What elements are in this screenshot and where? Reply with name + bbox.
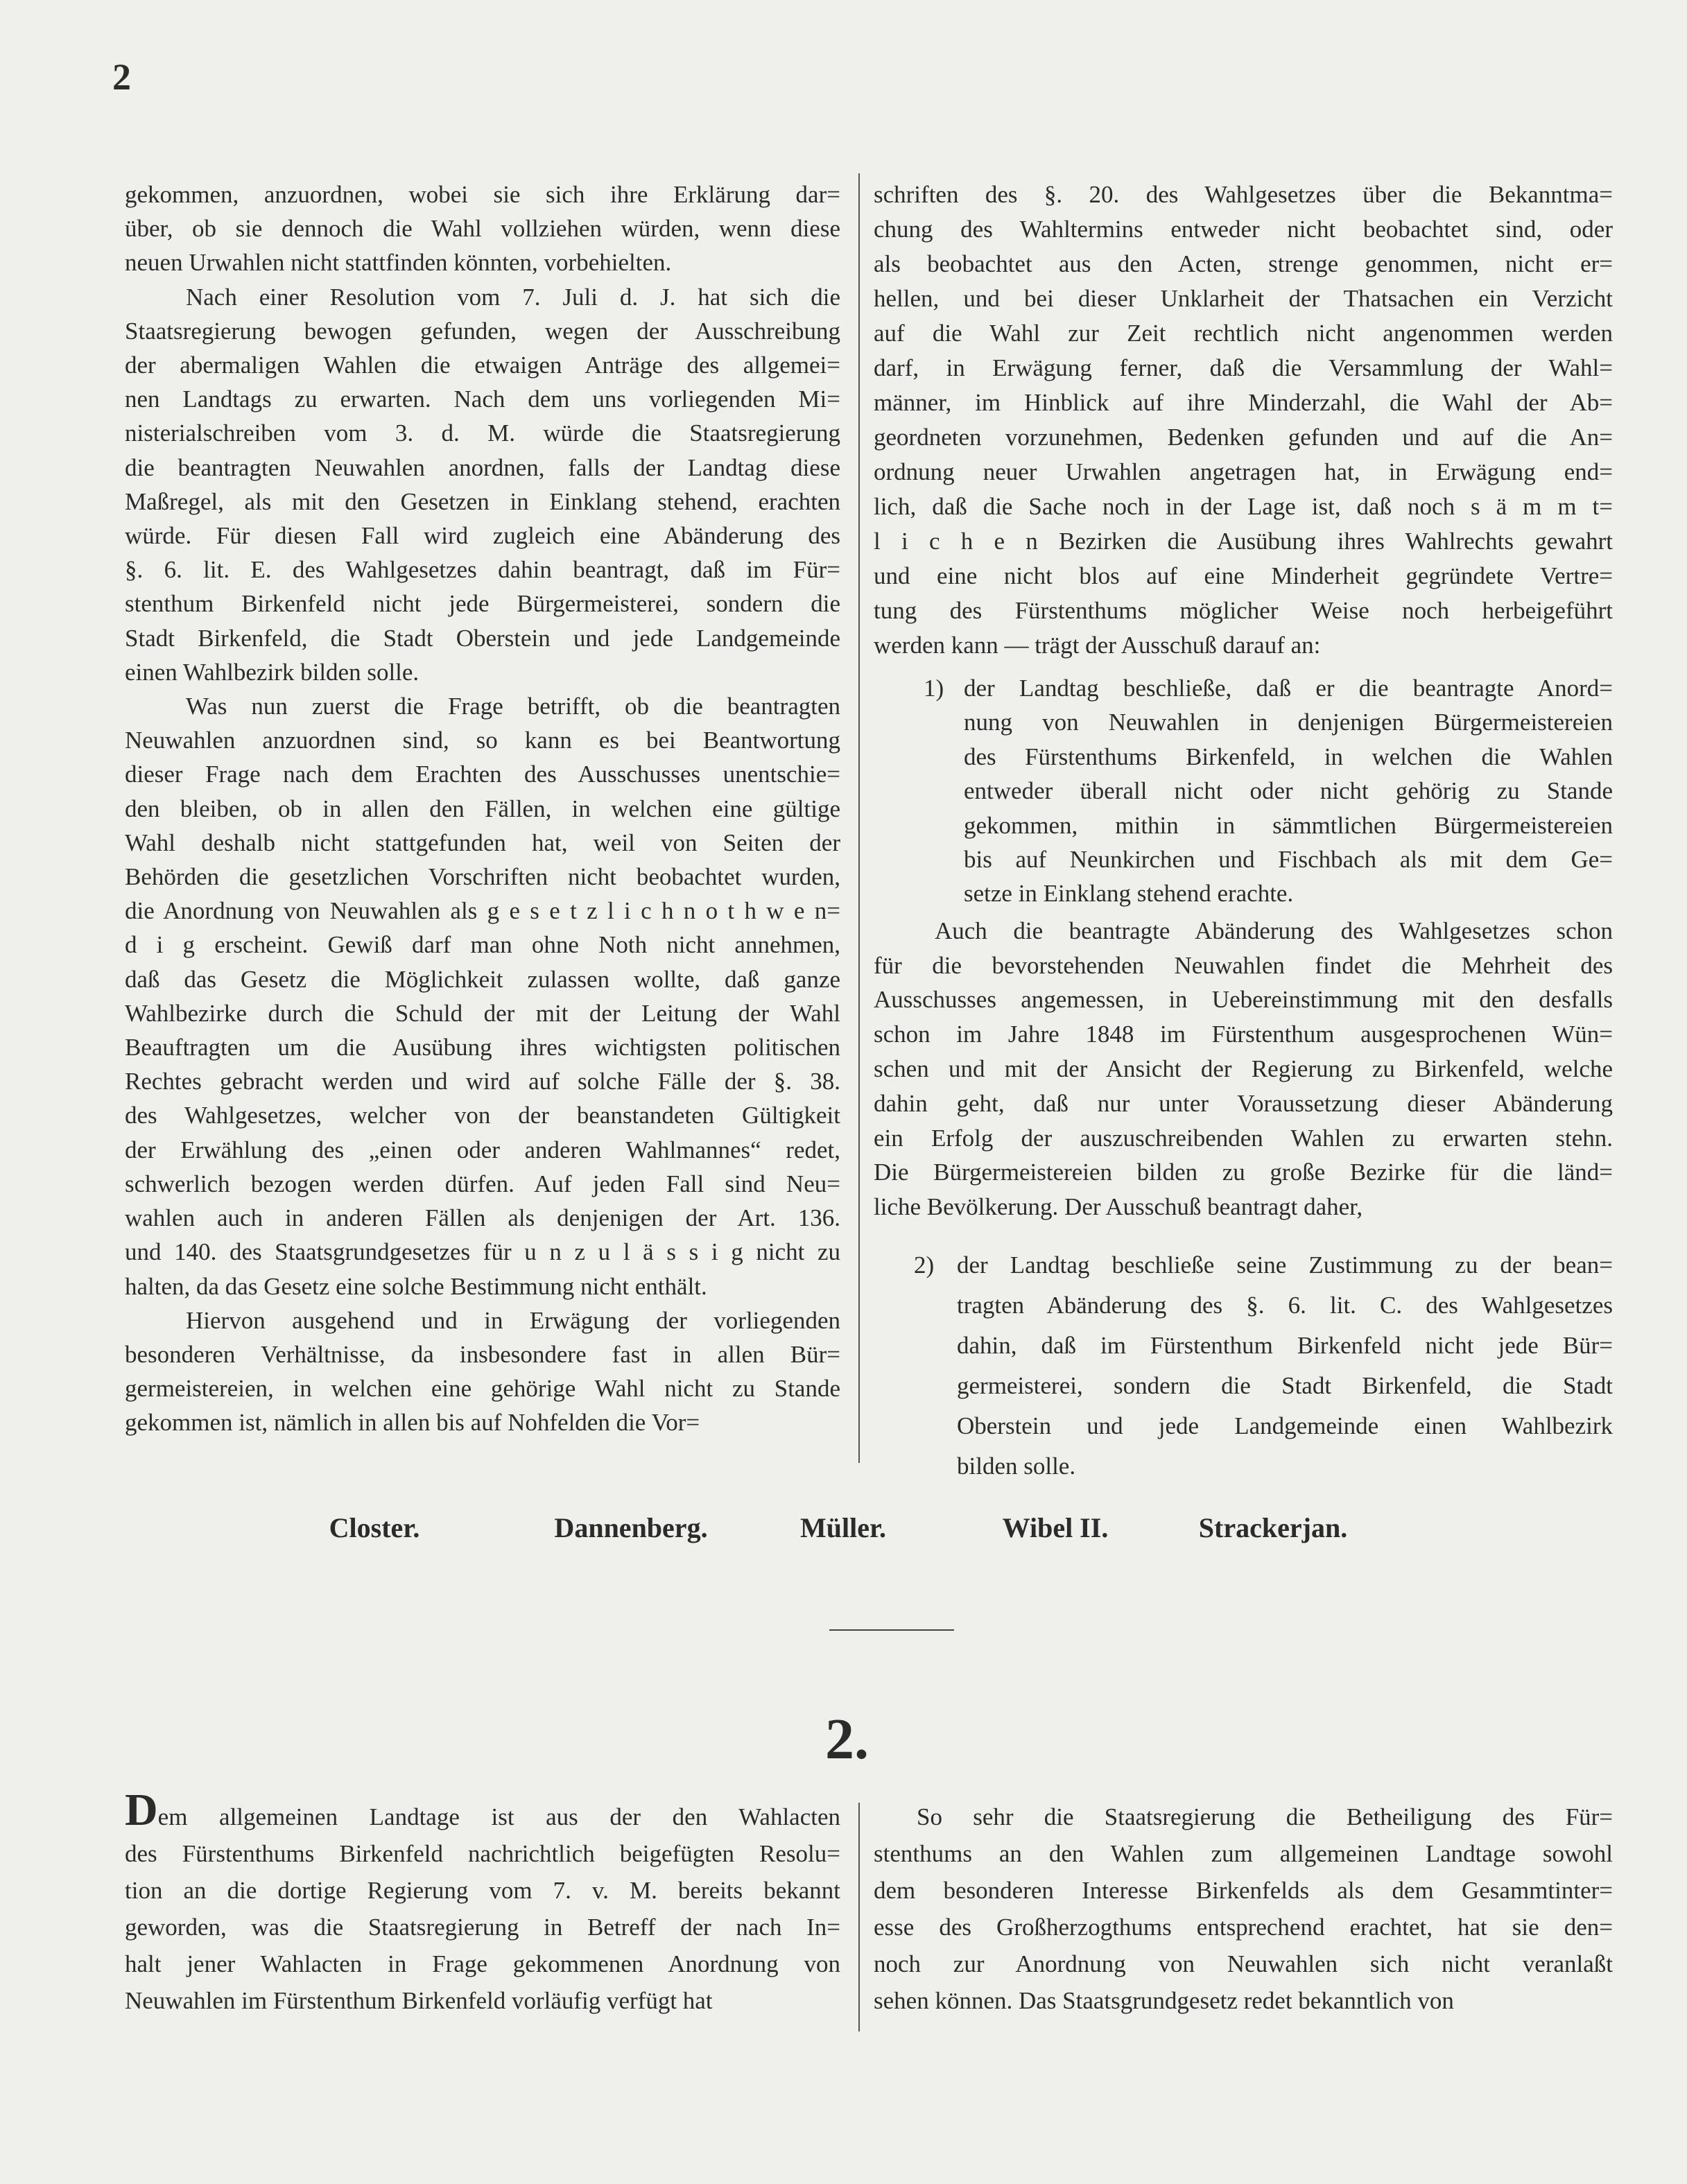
text-line: Nach einer Resolution vom 7. Juli d. J. hat sich die bbox=[186, 283, 840, 311]
numbered-item bbox=[874, 1245, 1613, 1487]
text-line: schon im Jahre 1848 im Fürstenthum ausgesprochenen Wün= bbox=[874, 1021, 1613, 1048]
text-line: nisterialschreiben vom 3. d. M. würde die Staatsregierung bbox=[125, 419, 840, 447]
text-line: des Fürstenthums Birkenfeld, in welchen die Wahlen bbox=[964, 743, 1613, 770]
text-line: liche Bevölkerung. Der Ausschuß beantragt daher, bbox=[874, 1193, 1363, 1221]
text-line: ein Erfolg der auszuschreibenden Wahlen zu erwarten stehn. bbox=[874, 1124, 1613, 1152]
text-line: hellen, und bei dieser Unklarheit der Thatsachen ein Verzicht bbox=[874, 285, 1613, 312]
text-line: Rechtes gebracht werden und wird auf solche Fälle der §. 38. bbox=[125, 1068, 840, 1095]
text-line: chung des Wahltermins entweder nicht beobachtet sind, oder bbox=[874, 216, 1613, 243]
signature: Wibel II. bbox=[1002, 1512, 1109, 1543]
text-line: lich, daß die Sache noch in der Lage ist, daß noch s ä m m t= bbox=[874, 493, 1613, 520]
text-line: der Landtag beschließe, daß er die beantragte Anord= bbox=[964, 675, 1613, 702]
text-line: sehen können. Das Staatsgrundgesetz redet bekanntlich von bbox=[874, 1987, 1454, 2014]
paragraph bbox=[874, 914, 1613, 1224]
signature: Dannenberg. bbox=[554, 1512, 708, 1543]
column-divider bbox=[858, 173, 860, 1463]
text-line: dahin geht, daß nur unter Voraussetzung dieser Abänderung bbox=[874, 1089, 1613, 1117]
text-line: So sehr die Staatsregierung die Betheiligung des Für= bbox=[917, 1803, 1613, 1830]
paragraph bbox=[874, 1799, 1613, 2019]
text-line: Wahl deshalb nicht stattgefunden hat, weil von Seiten der bbox=[125, 829, 840, 856]
text-line: esse des Großherzogthums entsprechend erachtet, hat sie den= bbox=[874, 1914, 1613, 1941]
text-line: germeisterei, sondern die Stadt Birkenfeld, die Stadt bbox=[957, 1372, 1613, 1400]
text-line: stenthum Birkenfeld nicht jede Bürgermeisterei, sondern die bbox=[125, 590, 840, 618]
column-divider bbox=[858, 1803, 860, 2031]
text-line: der Landtag beschließe seine Zustimmung zu der bean= bbox=[957, 1251, 1613, 1279]
text-line: tragten Abänderung des §. 6. lit. C. des Wahlgesetzes bbox=[957, 1292, 1613, 1319]
text-line: gekommen ist, nämlich in allen bis auf Nohfelden die Vor= bbox=[125, 1409, 700, 1437]
text-line: daß das Gesetz die Möglichkeit zulassen wollte, daß ganze bbox=[125, 965, 840, 993]
paragraph bbox=[125, 1303, 840, 1440]
item-number: 2) bbox=[914, 1251, 935, 1279]
text-line: für die bevorstehenden Neuwahlen findet die Mehrheit des bbox=[874, 951, 1613, 979]
signature: Müller. bbox=[799, 1512, 887, 1543]
text-line: Maßregel, als mit den Gesetzen in Einklang stehend, erachten bbox=[125, 487, 840, 515]
text-line: den bleiben, ob in allen den Fällen, in welchen eine gültige bbox=[125, 795, 840, 822]
text-line: die beantragten Neuwahlen anordnen, falls der Landtag diese bbox=[125, 453, 840, 481]
text-line: und 140. des Staatsgrundgesetzes für u n z u l ä s s i g nicht zu bbox=[125, 1238, 840, 1266]
text-line: schriften des §. 20. des Wahlgesetzes über die Bekanntma= bbox=[874, 181, 1613, 208]
bottom-right-column bbox=[874, 1799, 1613, 2019]
text-line: werden kann — trägt der Ausschuß darauf an: bbox=[874, 632, 1321, 659]
text-line: §. 6. lit. E. des Wahlgesetzes dahin beantragt, daß im Für= bbox=[125, 556, 840, 584]
text-line: der Erwählung des „einen oder anderen Wahlmannes“ redet, bbox=[125, 1136, 840, 1163]
bottom-left-column bbox=[125, 1785, 840, 2019]
text-line: geworden, was die Staatsregierung in Betreff der nach In= bbox=[125, 1914, 840, 1941]
numbered-item bbox=[874, 671, 1613, 911]
section-separator bbox=[829, 1629, 954, 1631]
text-line: Was nun zuerst die Frage betrifft, ob die beantragten bbox=[186, 693, 840, 720]
text-line: wahlen auch in anderen Fällen als denjenigen der Art. 136. bbox=[125, 1204, 840, 1232]
text-line: Wahlbezirke durch die Schuld der mit der Leitung der Wahl bbox=[125, 999, 840, 1027]
text-line: der abermaligen Wahlen die etwaigen Anträge des allgemei= bbox=[125, 352, 840, 379]
text-line: Neuwahlen im Fürstenthum Birkenfeld vorläufig verfügt hat bbox=[125, 1987, 713, 2014]
text-line: entweder überall nicht oder nicht gehörig zu Stande bbox=[964, 777, 1613, 805]
text-line: gekommen, mithin in sämmtlichen Bürgermeistereien bbox=[964, 811, 1613, 839]
signatures bbox=[0, 1511, 1687, 1553]
item-number: 1) bbox=[924, 675, 944, 702]
text-line: einen Wahlbezirk bilden solle. bbox=[125, 658, 419, 686]
text-line: schwerlich bezogen werden dürfen. Auf jeden Fall sind Neu= bbox=[125, 1170, 840, 1197]
text-line: geordneten vorzunehmen, Bedenken gefunden und auf die An= bbox=[874, 424, 1613, 451]
text-line: als beobachtet aus den Acten, strenge genommen, nicht er= bbox=[874, 250, 1613, 277]
text-line: besonderen Verhältnisse, da insbesondere fast in allen Bür= bbox=[125, 1340, 840, 1368]
text-line: Behörden die gesetzlichen Vorschriften nicht beobachtet wurden, bbox=[125, 863, 840, 891]
text-line: Die Bürgermeistereien bilden zu große Bezirke für die länd= bbox=[874, 1159, 1613, 1186]
text-line: Neuwahlen anzuordnen sind, so kann es bei Beantwortung bbox=[125, 727, 840, 754]
text-line: Beauftragten um die Ausübung ihres wichtigsten politischen bbox=[125, 1034, 840, 1061]
right-column bbox=[874, 177, 1613, 1487]
text-line: dahin, daß im Fürstenthum Birkenfeld nicht jede Bür= bbox=[957, 1332, 1613, 1360]
text-line: Ausschusses angemessen, in Uebereinstimmung mit den desfalls bbox=[874, 986, 1613, 1014]
text-line: Stadt Birkenfeld, die Stadt Oberstein und jede Landgemeinde bbox=[125, 624, 840, 652]
text-line: setze in Einklang stehend erachte. bbox=[964, 880, 1294, 908]
text-line: dem besonderen Interesse Birkenfelds als dem Gesammtinter= bbox=[874, 1877, 1613, 1904]
text-line: ordnung neuer Urwahlen angetragen hat, in Erwägung end= bbox=[874, 458, 1613, 485]
section-number: 2. bbox=[825, 1707, 869, 1771]
signature: Closter. bbox=[329, 1512, 420, 1543]
text-line: stenthums an den Wahlen zum allgemeinen Landtage sowohl bbox=[874, 1840, 1613, 1867]
paragraph bbox=[874, 177, 1613, 663]
text-line: auf die Wahl zur Zeit rechtlich nicht angenommen werden bbox=[874, 320, 1613, 347]
text-line: noch zur Anordnung von Neuwahlen sich nicht veranlaßt bbox=[874, 1950, 1613, 1977]
text-line: halt jener Wahlacten in Frage gekommenen Anordnung von bbox=[125, 1950, 840, 1977]
text-line: bis auf Neunkirchen und Fischbach als mit dem Ge= bbox=[964, 846, 1613, 874]
text-line: dieser Frage nach dem Erachten des Ausschusses unentschie= bbox=[125, 761, 840, 788]
text-line-content: em allgemeinen Landtage ist aus der den Wahlacten bbox=[157, 1803, 840, 1830]
text-line bbox=[125, 1785, 840, 1835]
text-line: Auch die beantragte Abänderung des Wahlgesetzes schon bbox=[935, 917, 1613, 944]
signature: Strackerjan. bbox=[1198, 1512, 1348, 1543]
page-number: 2 bbox=[112, 56, 131, 98]
text-line: des Wahlgesetzes, welcher von der beanstandeten Gültigkeit bbox=[125, 1102, 840, 1129]
text-line: männer, im Hinblick auf ihre Minderzahl, die Wahl der Ab= bbox=[874, 389, 1613, 416]
text-line: des Fürstenthums Birkenfeld nachrichtlich beigefügten Resolu= bbox=[125, 1840, 840, 1867]
text-line: Oberstein und jede Landgemeinde einen Wahlbezirk bbox=[957, 1412, 1613, 1440]
text-line: nen Landtags zu erwarten. Nach dem uns vorliegenden Mi= bbox=[125, 385, 840, 413]
text-line: und eine nicht blos auf eine Minderheit gegründete Vertre= bbox=[874, 562, 1613, 589]
text-line: würde. Für diesen Fall wird zugleich eine Abänderung des bbox=[125, 522, 840, 550]
left-column bbox=[125, 177, 840, 1440]
text-line: die Anordnung von Neuwahlen als g e s e t z l i c h n o t h w e n= bbox=[125, 897, 840, 925]
text-line: d i g erscheint. Gewiß darf man ohne Noth nicht annehmen, bbox=[125, 931, 840, 959]
drop-cap: D bbox=[125, 1785, 158, 1835]
text-line: halten, da das Gesetz eine solche Bestimmung nicht enthält. bbox=[125, 1272, 707, 1300]
text-line: darf, in Erwägung ferner, daß die Versammlung der Wahl= bbox=[874, 354, 1613, 381]
text-line: germeistereien, in welchen eine gehörige Wahl nicht zu Stande bbox=[125, 1375, 840, 1403]
text-line: nung von Neuwahlen in denjenigen Bürgermeistereien bbox=[964, 709, 1613, 736]
text-line: über, ob sie dennoch die Wahl vollziehen würden, wenn diese bbox=[125, 215, 840, 243]
paragraph bbox=[125, 280, 840, 689]
text-line: gekommen, anzuordnen, wobei sie sich ihre Erklärung dar= bbox=[125, 181, 840, 208]
text-line: bilden solle. bbox=[957, 1453, 1076, 1480]
text-line: tung des Fürstenthums möglicher Weise noch herbeigeführt bbox=[874, 597, 1613, 624]
text-line: Staatsregierung bewogen gefunden, wegen der Ausschreibung bbox=[125, 317, 840, 345]
text-line: schen und mit der Ansicht der Regierung zu Birkenfeld, welche bbox=[874, 1055, 1613, 1083]
text-line: tion an die dortige Regierung vom 7. v. M. bereits bekannt bbox=[125, 1877, 840, 1904]
paragraph bbox=[125, 177, 840, 280]
text-line: Hiervon ausgehend und in Erwägung der vorliegenden bbox=[186, 1306, 840, 1334]
paragraph bbox=[125, 1785, 840, 2019]
paragraph bbox=[125, 689, 840, 1303]
text-line: neuen Urwahlen nicht stattfinden könnten, vorbehielten. bbox=[125, 249, 672, 277]
text-line: l i c h e n Bezirken die Ausübung ihres Wahlrechts gewahrt bbox=[874, 528, 1613, 555]
